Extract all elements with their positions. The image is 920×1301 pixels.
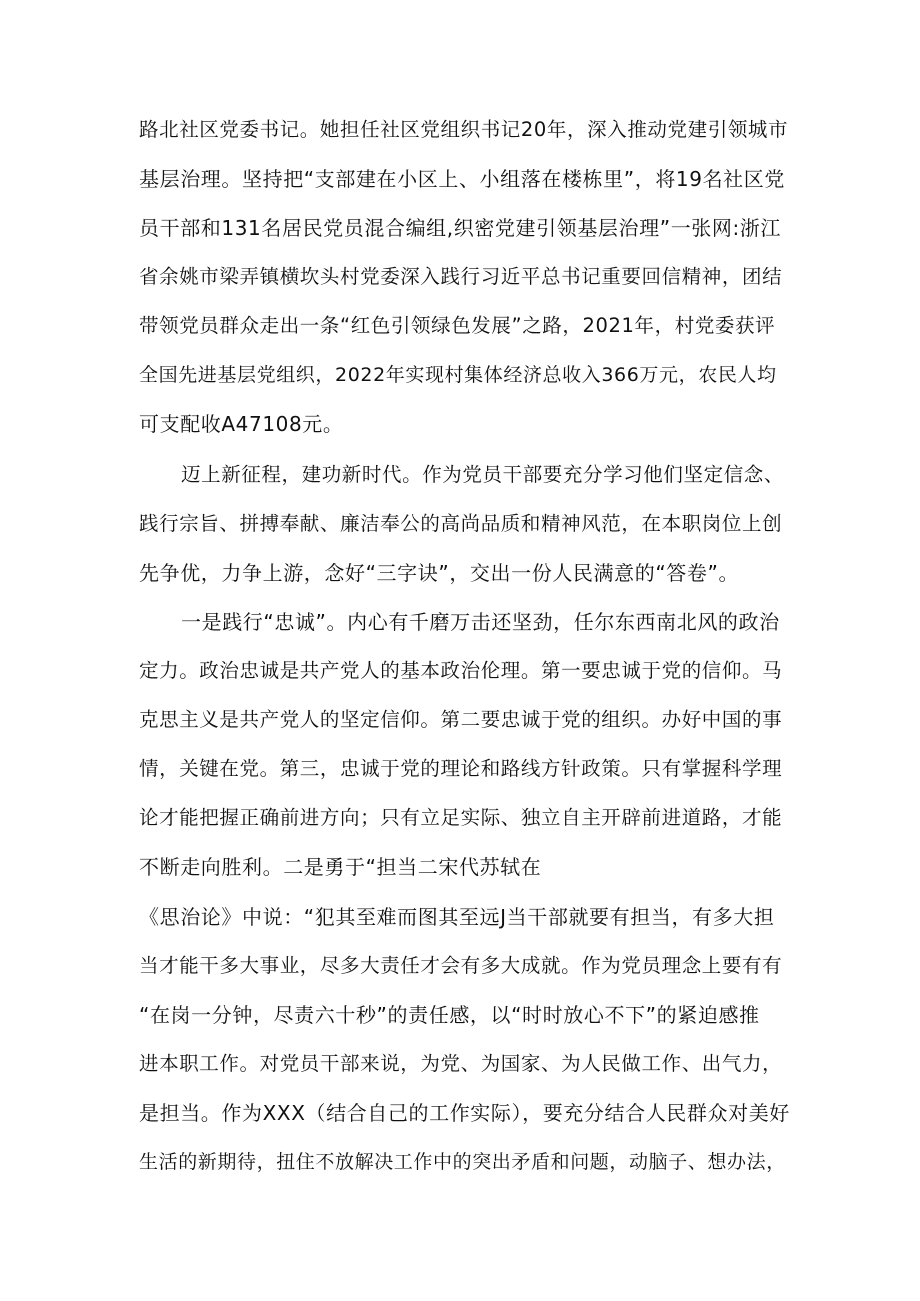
text-line: 论才能把握正确前进方向；只有立足实际、独立自主开辟前进道路，才能	[139, 806, 783, 829]
text-line: 进本职工作。对党员干部来说，为党、为国家、为人民做工作、出气力，	[139, 1052, 783, 1075]
text-line: 《思治论》中说：“犯其至难而图其至远J当干部就要有担当，有多大担	[139, 905, 775, 929]
text-line: 不断走向胜利。二是勇于“担当二宋代苏轼在	[139, 855, 542, 879]
text-line: 先争优，力争上游，念好“三字诀”，交出一份人民满意的“答卷”。	[139, 561, 740, 585]
text-line: 全国先进基层党组织，2022年实现村集体经济总收入366万元，农民人均	[139, 364, 777, 386]
text-line: 可支配收A47108元。	[139, 412, 344, 436]
text-line: 基层治理。坚持把“支部建在小区上、小组落在楼栋里”，将19名社区党	[139, 167, 785, 191]
text-line: 克思主义是共产党人的坚定信仰。第二要忠诚于党的组织。办好中国的事	[139, 708, 783, 731]
text-line: 员干部和131名居民党员混合编组,织密党建引领基层治理”一张网:浙江	[139, 216, 782, 240]
text-line: 定力。政治忠诚是共产党人的基本政治伦理。第一要忠诚于党的信仰。马	[139, 659, 783, 682]
text-line: 带领党员群众走出一条“红色引领绿色发展”之路，2021年，村党委获评	[139, 314, 776, 337]
text-line: “在岗一分钟，尽责六十秒”的责任感，以“时时放心不下”的紧迫感推	[139, 1003, 760, 1027]
text-line: 路北社区党委书记。她担任社区党组织书记20年，深入推动党建引领城市	[139, 118, 789, 141]
text-line: 践行宗旨、拼搏奉献、廉洁奉公的高尚品质和精神风范，在本职岗位上创	[139, 512, 783, 535]
text-line: 生活的新期待，扭住不放解决工作中的突出矛盾和问题，动脑子、想办法，	[139, 1151, 786, 1173]
text-line: 当才能干多大事业，尽多大责任才会有多大成就。作为党员理念上要有有	[139, 954, 783, 977]
text-line: 是担当。作为XXX（结合自己的工作实际），要充分结合人民群众对美好	[139, 1101, 790, 1125]
paragraph-first-line: 迈上新征程，建功新时代。作为党员干部要充分学习他们坚定信念、	[181, 463, 785, 486]
paragraph-first-line: 一是践行“忠诚”。内心有千磨万击还坚劲，任尔东西南北风的政治	[181, 610, 780, 634]
text-line: 情，关键在党。第三，忠诚于党的理论和路线方针政策。只有掌握科学理	[139, 757, 783, 780]
text-line: 省余姚市梁弄镇横坎头村党委深入践行习近平总书记重要回信精神，团结	[139, 265, 783, 288]
